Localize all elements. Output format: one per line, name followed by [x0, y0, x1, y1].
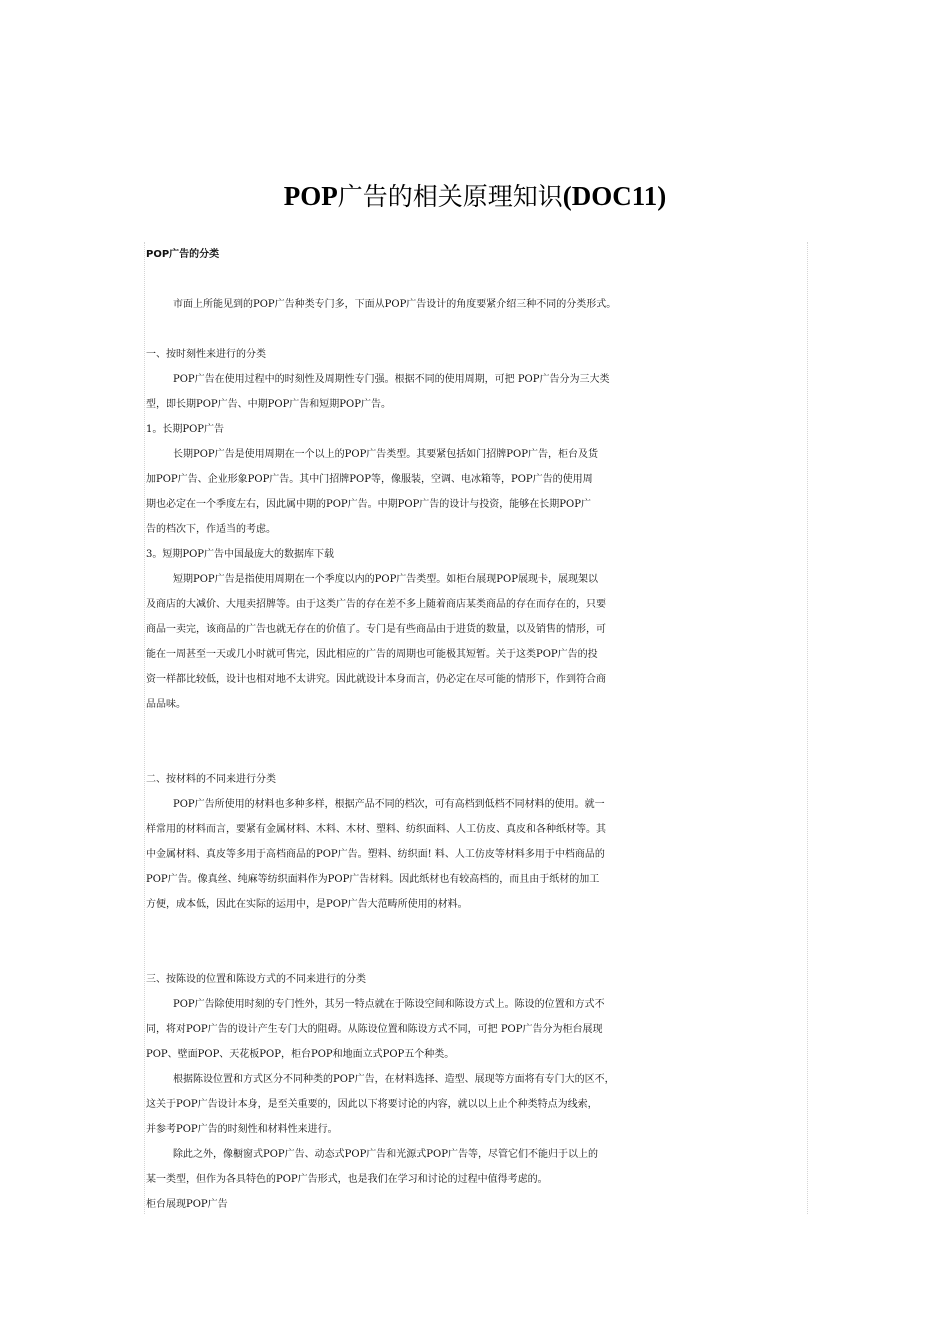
subsection-heading: 三、按陈设的位置和陈设方式的不同来进行的分类	[146, 974, 366, 985]
paragraph-line: POP广告。像真丝、纯麻等纺织面料作为POP广告材料。因此纸材也有较高档的，而且由于纸材的加工	[146, 874, 600, 885]
paragraph-line: 告的档次下，作适当的考虑。	[146, 524, 276, 535]
title-middle: 广告的相关原理知识	[337, 182, 563, 211]
subsection-heading: 一、按时刻性来进行的分类	[146, 349, 266, 360]
paragraph-line: 这关于POP广告设计本身，是至关重要的，因此以下将要讨论的内容，就以以上止个种类特点为线索，	[146, 1099, 598, 1110]
document-title	[0, 178, 950, 215]
title-prefix: POP	[283, 181, 338, 211]
paragraph-line: 长期POP广告是使用周期在一个以上的POP广告类型。其要紧包括如门招牌POP广告，柜台及货	[173, 449, 598, 460]
blank-line	[146, 717, 807, 742]
paragraph-line: POP、壁面POP、天花板POP，柜台POP和地面立式POP五个种类。	[146, 1049, 455, 1060]
paragraph-line: POP广告在使用过程中的时刻性及周期性专门强。根据不同的使用周期，可把 POP广告分为三大类	[173, 374, 610, 385]
paragraph-line: 短期POP广告是指使用周期在一个季度以内的POP广告类型。如柜台展现POP展现卡，展现架以	[173, 574, 598, 585]
document-body	[144, 242, 808, 1214]
paragraph-line: 资一样都比较低，设计也相对地不太讲究。因此就设计本身而言，仍必定在尽可能的情形下，作到符合商	[146, 674, 606, 685]
paragraph-line: 同，将对POP广告的设计产生专门大的阻碍。从陈设位置和陈设方式不同，可把 POP广告分为柜台展现	[146, 1024, 603, 1035]
paragraph-line: 型，即长期POP广告、中期POP广告和短期POP广告。	[146, 399, 391, 410]
paragraph-line: POP广告所使用的材料也多种多样，根据产品不同的档次，可有高档到低档不同材料的使用。就一	[173, 799, 605, 810]
paragraph-line: 中金属材料、真皮等多用于高档商品的POP广告。塑料、纺织面! 料、人工仿皮等材料多用于中档商品的	[146, 849, 605, 860]
section-heading: POP广告的分类	[146, 249, 220, 260]
paragraph-line: 商品一卖完，该商品的广告也就无存在的价值了。专门是有些商品由于进货的数量，以及销售的情形，可	[146, 624, 606, 635]
subsection-heading: 柜台展现POP广告	[146, 1199, 228, 1210]
paragraph-line: 方便，成本低，因此在实际的运用中，是POP广告大范畴所使用的材料。	[146, 899, 468, 910]
paragraph-line: 期也必定在一个季度左右，因此属中期的POP广告。中期POP广告的设计与投资，能够在长期POP广	[146, 499, 591, 510]
item-heading: 1。长期POP广告	[146, 424, 225, 435]
paragraph-line: 并参考POP广告的时刻性和材料性来进行。	[146, 1124, 338, 1135]
blank-line	[146, 742, 807, 767]
paragraph-line: 市面上所能见到的POP广告种类专门多，下面从POP广告设计的角度要紧介绍三种不同的分类形式。	[173, 299, 617, 310]
paragraph-line: 及商店的大减价、大甩卖招牌等。由于这类广告的存在差不多上随着商店某类商品的存在而存在的，只要	[146, 599, 606, 610]
subsection-heading: 二、按材料的不同来进行分类	[146, 774, 276, 785]
paragraph-line: POP广告除使用时刻的专门性外，其另一特点就在于陈设空间和陈设方式上。陈设的位置和方式不	[173, 999, 605, 1010]
paragraph-line: 加POP广告、企业形象POP广告。其中门招牌POP等，像服装，空调、电冰箱等，POP广告的使用周	[146, 474, 593, 485]
title-suffix: (DOC11)	[562, 181, 667, 211]
paragraph-line: 除此之外，像橱窗式POP广告、动态式POP广告和光源式POP广告等，尽管它们不能归于以上的	[173, 1149, 598, 1160]
item-heading: 3。短期POP广告中国最庞大的数据库下载	[146, 549, 335, 560]
blank-line	[146, 317, 807, 342]
blank-line	[146, 917, 807, 942]
paragraph-line: 某一类型，但作为各具特色的POP广告形式，也是我们在学习和讨论的过程中值得考虑的。	[146, 1174, 548, 1185]
paragraph-line: 根据陈设位置和方式区分不同种类的POP广告，在材料选择、造型、展现等方面将有专门大的区不，	[173, 1074, 615, 1085]
paragraph-line: 能在一周甚至一天或几小时就可售完，因此相应的广告的周期也可能极其短暂。关于这类POP广告的投	[146, 649, 598, 660]
paragraph-line: 样常用的材料而言，要紧有金属材料、木料、木材、塑料、纺织面料、人工仿皮、真皮和各种纸材等。其	[146, 824, 606, 835]
blank-line	[146, 942, 807, 967]
paragraph-line: 品品味。	[146, 699, 186, 710]
blank-line	[146, 267, 807, 292]
